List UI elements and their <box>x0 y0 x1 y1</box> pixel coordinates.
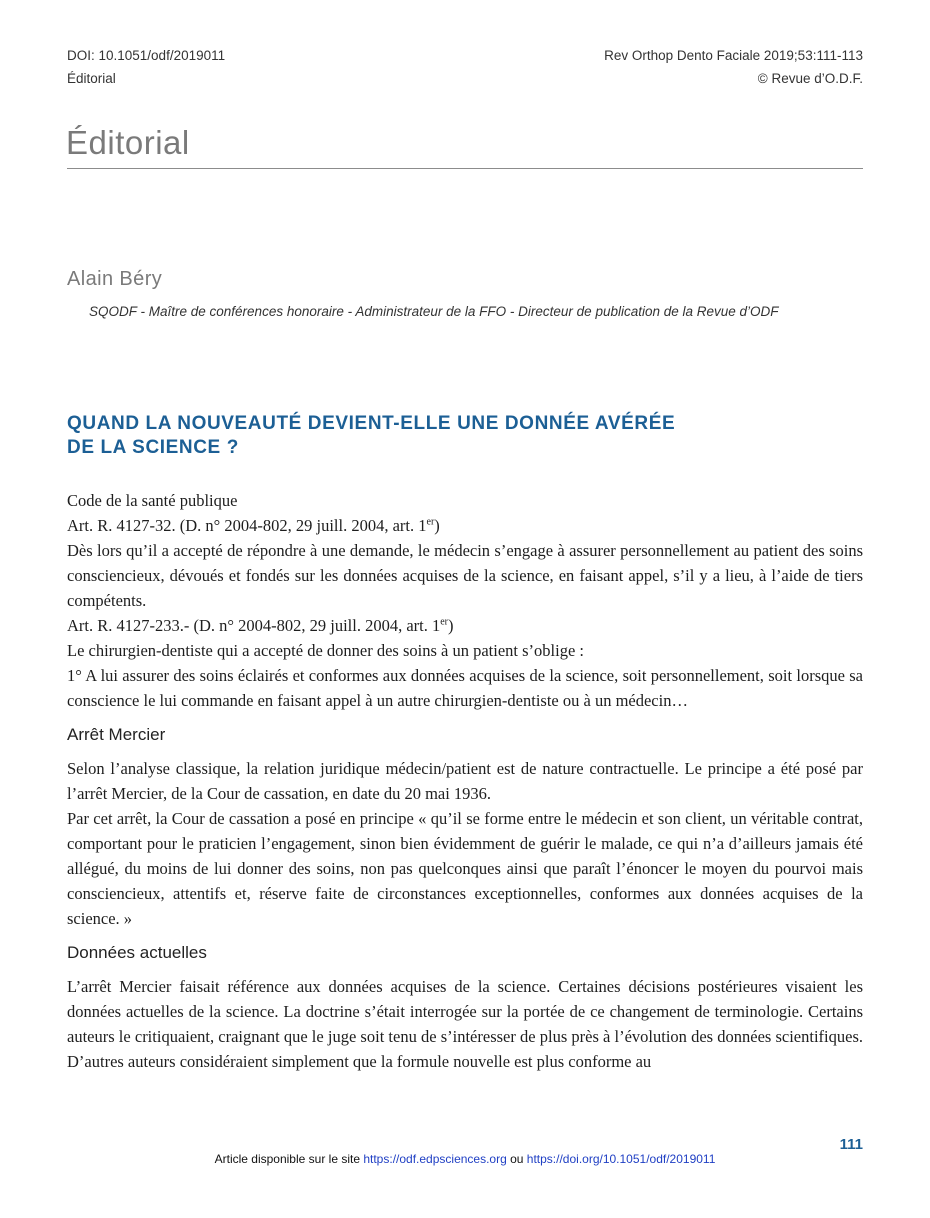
article-reference-1: Art. R. 4127-32. (D. n° 2004-802, 29 juill. 2004, art. 1er) <box>67 516 440 535</box>
footer-separator: ou <box>506 1152 527 1166</box>
journal-citation: Rev Orthop Dento Faciale 2019;53:111-113 <box>604 48 863 63</box>
doi-link[interactable]: https://doi.org/10.1051/odf/2019011 <box>526 1152 716 1166</box>
paragraph-mercier-2: Par cet arrêt, la Cour de cassation a posé en principe « qu’il se forme entre le médecin et son client, un véritable contrat, comportant pour le praticien l’engagement, sinon bien évidemment de guérir le malade, ce qui n’a d’ailleurs jamais été allégué, du moins de lui donner des soins, non pas quelconques ainsi que paraît l’énoncer le moyen du pourvoi mais consciencieux, attentifs et, réserve faite de circonstances exceptionnelles, conformes aux données acquises de la science. » <box>67 809 863 928</box>
article-reference-2: Art. R. 4127-233.- (D. n° 2004-802, 29 juill. 2004, art. 1er) <box>67 616 454 635</box>
doi-text: DOI: 10.1051/odf/2019011 <box>67 48 226 63</box>
section-title: Éditorial <box>66 124 190 161</box>
section-label: Éditorial <box>67 71 116 86</box>
code-title: Code de la santé publique <box>67 491 238 510</box>
footer-prefix: Article disponible sur le site <box>214 1152 364 1166</box>
article-body <box>67 488 863 1074</box>
author-affiliation: SQODF - Maître de conférences honoraire - Administrateur de la FFO - Directeur de publication de la Revue d’ODF <box>89 304 779 319</box>
paragraph-mercier-1: Selon l’analyse classique, la relation juridique médecin/patient est de nature contractuelle. Le principe a été posé par l’arrêt Mercier, de la Cour de cassation, en date du 20 mai 1936. <box>67 759 863 803</box>
headline-line-1: QUAND LA NOUVEAUTÉ DEVIENT-ELLE UNE DONNÉE AVÉRÉE <box>67 413 676 434</box>
paragraph-donnees: L’arrêt Mercier faisait référence aux données acquises de la science. Certaines décisions postérieures visaient les données actuelles de la science. La doctrine s’était interrogée sur la portée de ce changement de terminologie. Certains auteurs le critiquaient, craignant que le juge soit tenu de s’intéresser de plus près à l’évolution des données scientifiques. D’autres auteurs considéraient simplement que la formule nouvelle est plus conforme au <box>67 977 863 1071</box>
headline-line-2: DE LA SCIENCE ? <box>67 437 239 458</box>
heading-donnees-actuelles: Données actuelles <box>67 943 207 962</box>
article-text-1: Dès lors qu’il a accepté de répondre à une demande, le médecin s’engage à assurer personnellement au patient des soins consciencieux, dévoués et fondés sur les données acquises de la science, en faisant appel, s’il y a lieu, à l’aide de tiers compétents. <box>67 541 863 610</box>
journal-site-link[interactable]: https://odf.edpsciences.org <box>363 1152 507 1166</box>
footer-availability <box>0 1152 930 1166</box>
article-intro-2: Le chirurgien-dentiste qui a accepté de donner des soins à un patient s’oblige : <box>67 641 584 660</box>
copyright-text: © Revue d’O.D.F. <box>757 71 863 86</box>
article-item-1: 1° A lui assurer des soins éclairés et conformes aux données acquises de la science, soit personnellement, soit lorsque sa conscience le lui commande en faisant appel à un autre chirurgien-dentiste ou à un médecin… <box>67 666 863 710</box>
author-name: Alain Béry <box>67 268 163 290</box>
title-divider <box>67 168 863 169</box>
heading-arret-mercier: Arrêt Mercier <box>67 725 166 744</box>
article-headline <box>67 412 767 460</box>
header-right <box>604 44 863 90</box>
page-number: 111 <box>839 1136 863 1153</box>
header-left <box>67 44 225 90</box>
